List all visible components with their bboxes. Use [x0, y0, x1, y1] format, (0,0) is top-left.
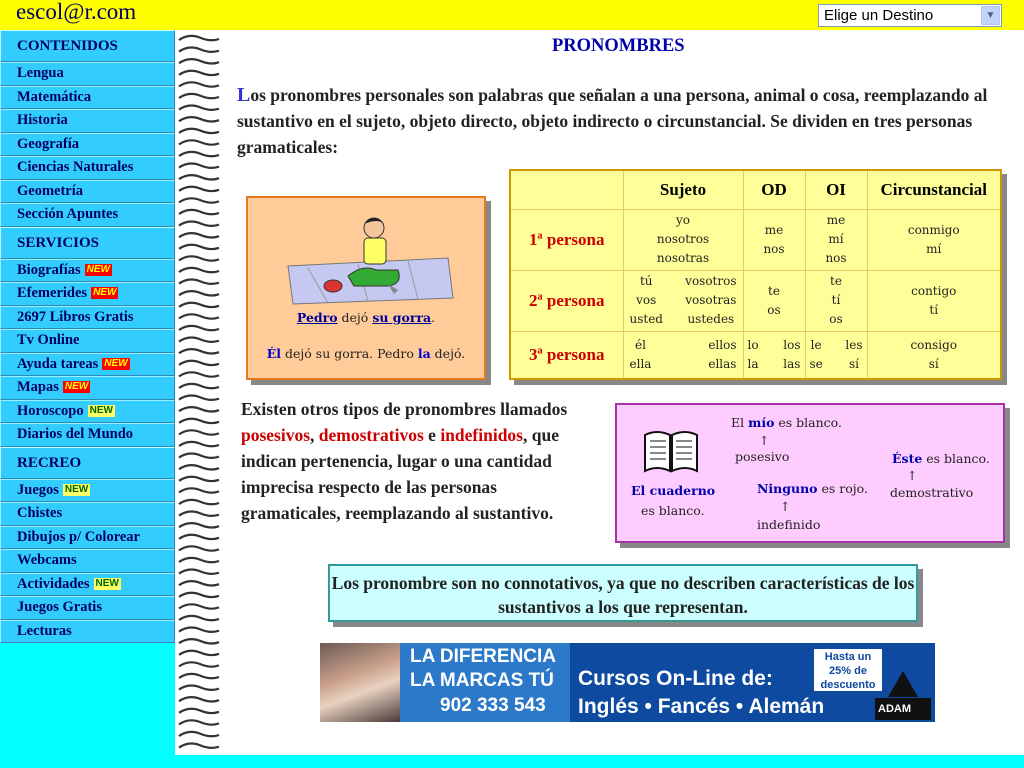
row-header: 1ª persona [510, 209, 623, 270]
sidebar-item-label: Ciencias Naturales [17, 159, 134, 175]
other-text-1: Existen otros tipos de pronombres llamados [241, 399, 568, 419]
sidebar-item-label: Diarios del Mundo [17, 426, 134, 442]
spiral-ring [179, 129, 219, 133]
cell-col-right [708, 336, 736, 374]
spiral-ring [179, 94, 219, 98]
cell-line: le [810, 337, 822, 352]
spiral-ring [179, 198, 219, 202]
sidebar-item-label: Juegos [17, 481, 59, 498]
table-cell [623, 270, 743, 331]
sidebar-item-juegos-gratis[interactable] [0, 596, 175, 620]
sidebar-item-dibujos-p-colorear[interactable] [0, 526, 175, 550]
example-este [892, 451, 990, 466]
example-subject: Pedro [296, 310, 338, 325]
cell-line: te [768, 283, 780, 298]
sidebar-item-biografías[interactable] [0, 259, 175, 283]
sidebar-item-sección-apuntes[interactable] [0, 203, 175, 227]
spiral-ring [179, 454, 219, 458]
este-post: es blanco. [922, 451, 990, 466]
open-book-icon [641, 429, 701, 475]
sidebar-item-tv-online[interactable] [0, 329, 175, 353]
table-cell [743, 331, 805, 379]
spiral-ring [179, 639, 219, 643]
spiral-ring [179, 732, 219, 736]
table-cell [743, 209, 805, 270]
sidebar-item-label: Actividades [17, 575, 90, 592]
example-sentence-1 [248, 310, 484, 325]
spiral-ring [179, 106, 219, 110]
new-badge: NEW [64, 483, 89, 495]
spiral-ring [179, 59, 219, 63]
spiral-ring [179, 744, 219, 748]
cell-line: te [830, 274, 842, 288]
row-header: 2ª persona [510, 270, 623, 331]
cell-line: mí [926, 241, 942, 256]
other-text-2: , [310, 425, 319, 445]
notebook-spiral [175, 30, 225, 755]
sidebar-item-label: Dibujos p/ Colorear [17, 528, 140, 545]
spiral-ring [179, 187, 219, 191]
new-badge: NEW [86, 263, 110, 275]
spiral-ring [179, 465, 219, 469]
table-cell [867, 331, 1001, 379]
example-cuaderno-rest: es blanco. [641, 503, 705, 518]
cell-line: nos [825, 251, 847, 265]
spiral-ring [179, 500, 219, 504]
cell-col-left [630, 336, 652, 374]
cell-line: sí [848, 356, 859, 371]
sidebar-item-label: Lengua [17, 65, 64, 81]
table-cell [805, 331, 867, 379]
sidebar-item-juegos[interactable] [0, 479, 175, 503]
cell-line: tí [831, 293, 841, 307]
label-indefinido: indefinido [757, 517, 821, 532]
spiral-ring [179, 593, 219, 597]
mio-pre: El [731, 415, 749, 430]
new-badge: NEW [89, 404, 113, 416]
example-box [246, 196, 486, 380]
ad-courses-title: Cursos On-Line de: [578, 667, 773, 690]
site-logo[interactable]: escol@r.com [16, 0, 137, 24]
spiral-ring [179, 384, 219, 388]
row-header: 3ª persona [510, 331, 623, 379]
ninguno-post: es rojo. [817, 481, 868, 496]
spiral-ring [179, 338, 219, 342]
cell-line: os [767, 302, 781, 317]
sidebar-item-geometría[interactable] [0, 180, 175, 204]
spiral-ring [179, 291, 219, 295]
cell-line: nosotras [656, 251, 710, 265]
cell-line: los [783, 337, 801, 352]
sidebar-item-label: 2697 Libros Gratis [17, 308, 134, 325]
table-row [510, 209, 1001, 270]
col-header-sujeto: Sujeto [623, 170, 743, 209]
cell-line: usted [629, 312, 663, 326]
sidebar-item-label: Ayuda tareas [17, 355, 99, 372]
example-end: dejó. [430, 346, 466, 361]
sidebar-item-label: Tv Online [17, 332, 80, 348]
example-sentence-2 [248, 346, 484, 361]
arrow-up-icon: ↑ [759, 433, 770, 448]
term-indefinidos: indefinidos [440, 425, 523, 445]
cell-line: la [747, 356, 759, 371]
spiral-ring [179, 488, 219, 492]
table-cell [805, 209, 867, 270]
ad-brand: ADAM [875, 698, 931, 720]
spiral-ring [179, 71, 219, 75]
spiral-ring [179, 82, 219, 86]
new-badge: NEW [104, 357, 128, 369]
table-cell [743, 270, 805, 331]
spiral-ring [179, 686, 219, 690]
sidebar-item-label: Efemerides [17, 285, 88, 301]
pronoun-la: la [417, 346, 431, 361]
sidebar-item-label: Geometría [17, 182, 84, 199]
spiral-ring [179, 430, 219, 434]
spiral-ring [179, 233, 219, 237]
sidebar-item-ayuda-tareas[interactable] [0, 353, 175, 377]
spiral-ring [179, 36, 219, 40]
cell-col-right [783, 336, 800, 374]
este-word: Éste [892, 451, 923, 466]
spiral-ring [179, 280, 219, 284]
spiral-ring [179, 651, 219, 655]
cell-line: sí [928, 356, 939, 371]
cell-line: nosotros [656, 232, 710, 246]
spiral-ring [179, 709, 219, 713]
intro-text: os pronombres personales son palabras que señalan a una persona, animal o cosa, reemplazando al sustantivo en el sujeto, objeto directo, objeto indirecto o circunstancial. Se dividen en tres personas gramaticales: [237, 85, 988, 157]
sidebar-item-mapas[interactable] [0, 376, 175, 400]
cell-col-right [685, 272, 736, 329]
top-bar [0, 0, 1024, 30]
term-demostrativos: demostrativos [318, 425, 424, 445]
page-title: PRONOMBRES [552, 36, 685, 56]
cell-line: contigo [911, 283, 957, 298]
example-middle: dejó su gorra. Pedro [281, 346, 418, 361]
spiral-ring [179, 256, 219, 260]
sidebar-item-label: Biografías [17, 261, 81, 278]
spiral-ring [179, 222, 219, 226]
sidebar-item-actividades[interactable] [0, 573, 175, 597]
adam-logo-icon [888, 671, 918, 697]
sidebar-item-matemática[interactable] [0, 86, 175, 110]
col-header-oi: OI [805, 170, 867, 209]
spiral-ring [179, 442, 219, 446]
table-row [510, 270, 1001, 331]
label-posesivo: posesivo [735, 449, 790, 464]
sidebar-item-historia[interactable] [0, 109, 175, 133]
sidebar-item-label: Webcams [17, 552, 77, 568]
spiral-ring [179, 245, 219, 249]
cell-col-left [630, 272, 664, 329]
sidebar-section-header: SERVICIOS [0, 227, 175, 259]
intro-paragraph [237, 82, 1017, 160]
other-text-3: e [423, 425, 441, 445]
cell-line: ellas [708, 356, 737, 371]
cell-line: conmigo [907, 222, 960, 237]
spiral-ring [179, 581, 219, 585]
main-content [225, 30, 1024, 755]
spiral-ring [179, 477, 219, 481]
sidebar-item-label: Sección Apuntes [17, 206, 119, 222]
spiral-ring [179, 372, 219, 376]
spiral-rings [175, 30, 225, 755]
destination-select[interactable] [818, 4, 1002, 27]
cell-line: vosotras [685, 293, 737, 307]
spiral-ring [179, 419, 219, 423]
sidebar-item-label: Horoscopo [17, 402, 84, 419]
col-header-circunstancial: Circunstancial [867, 170, 1001, 209]
note-box: Los pronombre son no connotativos, ya que no describen características de los sustantivos a los que representan. [328, 564, 918, 622]
table-cell [805, 270, 867, 331]
sidebar-item-label: Lecturas [17, 622, 72, 639]
cell-col-left [748, 336, 759, 374]
boy-illustration [248, 198, 488, 310]
spiral-ring [179, 326, 219, 330]
table-cell [867, 270, 1001, 331]
table-cell [867, 209, 1001, 270]
mio-post: es blanco. [774, 415, 842, 430]
sidebar-item-lengua[interactable] [0, 62, 175, 86]
cell-line: él [634, 337, 646, 352]
spiral-ring [179, 546, 219, 550]
spiral-ring [179, 117, 219, 121]
cell-line: vosotros [685, 274, 737, 288]
cell-line: vos [636, 293, 657, 307]
other-types-paragraph [241, 396, 571, 526]
ad-phone: 902 333 543 [440, 695, 546, 716]
cell-line: yo [675, 213, 690, 227]
cell-col-right [845, 336, 862, 374]
cell-line: tí [929, 302, 939, 317]
spiral-ring [179, 674, 219, 678]
table-corner [510, 170, 623, 209]
spiral-ring [179, 604, 219, 608]
spiral-ring [179, 570, 219, 574]
spiral-ring [179, 303, 219, 307]
spiral-ring [179, 361, 219, 365]
sidebar-item-geografía[interactable] [0, 133, 175, 157]
new-badge: NEW [95, 577, 119, 589]
pronoun-el: Él [266, 346, 282, 361]
pronoun-types-box [615, 403, 1005, 543]
arrow-up-icon: ↑ [907, 468, 918, 483]
spiral-ring [179, 523, 219, 527]
ad-slogan-line-1: LA DIFERENCIA [410, 646, 557, 667]
sidebar-section-header: CONTENIDOS [0, 30, 175, 62]
mio-word: mío [748, 415, 775, 430]
sidebar-item-diarios-del-mundo[interactable] [0, 423, 175, 447]
spiral-ring [179, 512, 219, 516]
cell-line: os [829, 312, 843, 326]
label-demostrativo: demostrativo [890, 485, 974, 500]
ad-slogan-line-2: LA MARCAS TÚ [410, 670, 554, 691]
cell-line: me [826, 213, 846, 227]
ad-discount: Hasta un 25% de descuento [812, 647, 884, 693]
sidebar-item-label: Historia [17, 112, 68, 128]
ad-courses-languages: Inglés • Fancés • Alemán [578, 695, 825, 718]
spiral-ring [179, 662, 219, 666]
spiral-ring [179, 407, 219, 411]
sidebar-item-label: Geografía [17, 135, 80, 152]
example-object: su gorra [372, 310, 432, 325]
spiral-ring [179, 558, 219, 562]
example-period: . [431, 310, 436, 325]
cell-line: ustedes [687, 312, 735, 326]
sidebar-section-header: RECREO [0, 447, 175, 479]
new-badge: NEW [93, 287, 117, 298]
cell-line: ella [629, 356, 652, 371]
ninguno-word: Ninguno [757, 481, 818, 496]
spiral-ring [179, 268, 219, 272]
spiral-ring [179, 720, 219, 724]
ad-courses [578, 665, 824, 721]
sidebar-item-label: Chistes [17, 505, 63, 521]
example-cuaderno: El cuaderno [631, 483, 716, 498]
cell-line: lo [747, 337, 759, 352]
spiral-ring [179, 697, 219, 701]
cell-line: las [783, 356, 801, 371]
spiral-ring [179, 164, 219, 168]
ad-photo [320, 643, 400, 722]
table-cell [623, 209, 743, 270]
sidebar-item-chistes[interactable] [0, 502, 175, 526]
spiral-ring [179, 616, 219, 620]
spiral-ring [179, 140, 219, 144]
spiral-ring [179, 210, 219, 214]
bottom-strip [175, 755, 1024, 768]
example-mio [731, 415, 842, 430]
ad-slogan [400, 643, 570, 722]
spiral-ring [179, 349, 219, 353]
cell-line: consigo [910, 337, 958, 352]
sidebar-item-ciencias-naturales[interactable] [0, 156, 175, 180]
sidebar-item-label: Juegos Gratis [17, 599, 102, 615]
spiral-ring [179, 152, 219, 156]
intro-initial: L [237, 84, 251, 106]
pronoun-table [509, 169, 1002, 380]
table-cell [623, 331, 743, 379]
table-row [510, 331, 1001, 379]
cell-line: se [809, 356, 823, 371]
col-header-od: OD [743, 170, 805, 209]
example-verb: dejó [337, 310, 373, 325]
spiral-ring [179, 396, 219, 400]
sidebar-item-horoscopo[interactable] [0, 400, 175, 424]
ad-banner[interactable] [320, 643, 935, 722]
term-posesivos: posesivos [241, 425, 311, 445]
sidebar-item-2697-libros-gratis[interactable] [0, 306, 175, 330]
spiral-ring [179, 48, 219, 52]
sidebar-item-label: Matemática [17, 88, 92, 105]
cell-line: les [845, 337, 863, 352]
spiral-ring [179, 535, 219, 539]
cell-col-left [810, 336, 823, 374]
cell-line: ellos [708, 337, 737, 352]
spiral-ring [179, 175, 219, 179]
chevron-down-icon[interactable]: ▼ [981, 6, 1000, 25]
arrow-up-icon: ↑ [780, 499, 791, 514]
sidebar-item-webcams[interactable] [0, 549, 175, 573]
spiral-ring [179, 628, 219, 632]
sidebar-nav [0, 30, 175, 768]
example-ninguno [757, 481, 868, 496]
sidebar-item-efemerides[interactable] [0, 282, 175, 306]
spiral-ring [179, 314, 219, 318]
sidebar-item-lecturas[interactable] [0, 620, 175, 644]
cell-line: me [764, 222, 784, 237]
cell-line: mí [828, 232, 844, 246]
new-badge: NEW [64, 381, 89, 392]
cell-line: tú [639, 274, 653, 288]
other-text-4: , que indican pertenencia, lugar o una cantidad imprecisa respecto de las personas gramaticales, reemplazando al sustantivo. [241, 425, 559, 523]
sidebar-item-label: Mapas [17, 379, 59, 395]
destination-select-value: Elige un Destino [824, 7, 934, 24]
cell-line: nos [763, 241, 785, 256]
